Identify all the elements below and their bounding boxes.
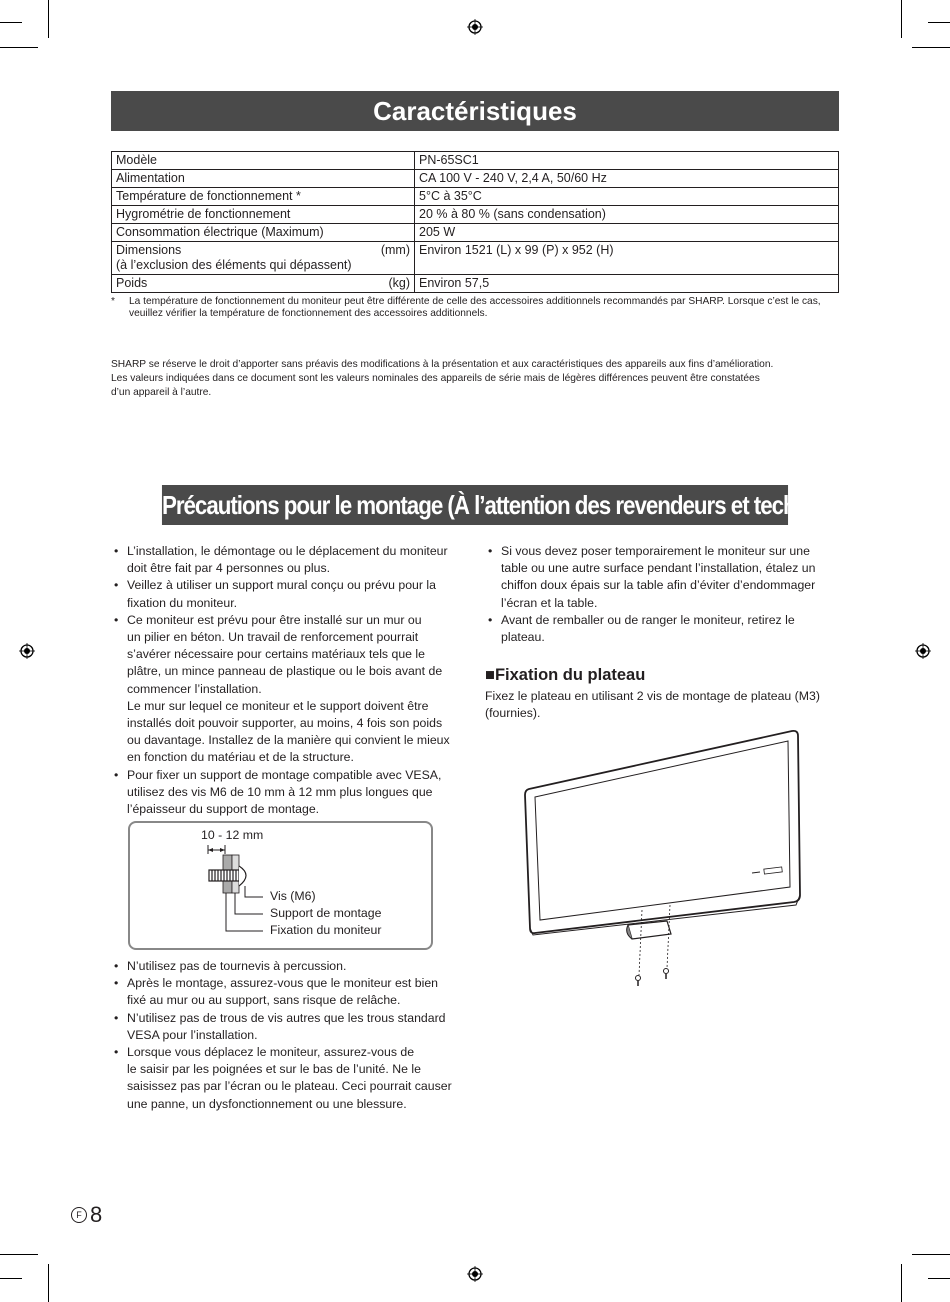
page-number [90, 1202, 102, 1228]
list-item-line: installés doit pouvoir supporter, au moins, 4 fois son poids [127, 716, 443, 731]
spec-label: Température de fonctionnement * [112, 188, 415, 206]
spec-label: Consommation électrique (Maximum) [112, 224, 415, 242]
bullet-icon: • [114, 767, 119, 782]
section-title-caracteristiques: Caractéristiques [111, 91, 839, 131]
list-item [485, 543, 845, 612]
list-item-line: VESA pour l’installation. [127, 1027, 258, 1042]
list-item-line: fixation du moniteur. [127, 595, 238, 610]
list-item-line: utilisez des vis M6 de 10 mm à 12 mm plus longues que [127, 784, 433, 799]
table-row [112, 170, 839, 188]
list-item-line: le saisir par les poignées et sur le bas de l’unité. Ne le [127, 1062, 421, 1077]
list-item-line: Veillez à utiliser un support mural conçu ou prévu pour la [127, 578, 436, 593]
dimension-label: 10 - 12 mm [201, 828, 264, 842]
section-title-precautions: Précautions pour le montage (À l’attention des revendeurs et techniciens SHARP) [162, 485, 788, 525]
list-item [111, 577, 471, 611]
list-item-line: N’utilisez pas de tournevis à percussion. [127, 959, 347, 973]
spec-label: Modèle [112, 152, 415, 170]
list-item-line: saisissez pas par l’écran ou le plateau. Ceci pourrait causer [127, 1079, 452, 1094]
spec-unit: (mm) [380, 243, 410, 257]
notice-line: d’un appareil à l’autre. [111, 387, 212, 398]
list-item-line: table ou une autre surface pendant l’installation, étalez un [501, 561, 816, 576]
list-item-line: L’installation, le démontage ou le déplacement du moniteur [127, 544, 448, 558]
list-item [111, 975, 471, 1009]
bullet-icon: • [114, 578, 119, 593]
crop-mark [48, 0, 49, 38]
label-vis: Vis (M6) [270, 889, 316, 903]
list-item-line: chiffon doux épais sur la table afin d’éviter d’endommager [501, 578, 816, 593]
footnote [111, 296, 839, 319]
bullet-icon: • [114, 959, 119, 973]
spec-label-note: (à l’exclusion des éléments qui dépassent) [116, 258, 352, 272]
footnote-mark: * [111, 296, 115, 307]
table-row [112, 242, 839, 275]
table-row [112, 275, 839, 293]
list-item-line: N’utilisez pas de trous de vis autres que les trous standard [127, 1010, 446, 1025]
crop-mark [912, 1254, 950, 1255]
list-item [111, 1044, 471, 1113]
list-item-line: Si vous devez poser temporairement le moniteur sur une [501, 544, 810, 558]
spec-label-cell [112, 242, 415, 275]
notice [111, 358, 843, 400]
list-item-line: en fonction du matériau et de la structure. [127, 750, 354, 765]
spec-table [111, 151, 839, 293]
list-item [111, 767, 471, 819]
spec-value: Environ 1521 (L) x 99 (P) x 952 (H) [415, 242, 839, 275]
list-item [485, 612, 845, 646]
list-item [111, 1010, 471, 1044]
list-item-line: l’épaisseur du support de montage. [127, 802, 320, 817]
fixation-line: Fixez le plateau en utilisant 2 vis de montage de plateau (M3) [485, 689, 820, 703]
spec-value: Environ 57,5 [415, 275, 839, 293]
crop-mark [0, 47, 38, 48]
crop-mark [928, 1278, 950, 1279]
registration-mark-icon [19, 643, 35, 659]
bullet-icon: • [114, 1045, 119, 1060]
square-bullet-icon: ■ [485, 666, 495, 684]
spec-value: 5°C à 35°C [415, 188, 839, 206]
bullet-icon: • [114, 976, 119, 991]
monitor-illustration [520, 725, 810, 990]
registration-mark-icon [467, 19, 483, 35]
screw-diagram [195, 842, 275, 938]
table-row [112, 152, 839, 170]
fixation-heading-text: Fixation du plateau [494, 666, 646, 684]
spec-label: Dimensions [116, 243, 182, 257]
list-item-line: plateau. [501, 630, 545, 645]
list-item-line: l’écran et la table. [501, 595, 598, 610]
list-item-line: ou davantage. Installez de la manière qui convient le mieux [127, 733, 450, 748]
crop-mark [901, 1264, 902, 1302]
right-bullet-list [485, 543, 845, 646]
list-item-line: commencer l’installation. [127, 681, 262, 696]
list-item [111, 612, 471, 767]
crop-mark [0, 1254, 38, 1255]
notice-line: Les valeurs indiquées dans ce document sont les valeurs nominales des appareils de série mais de légères différences peuvent être constatées [111, 373, 760, 384]
spec-unit: (kg) [388, 276, 410, 290]
spec-label: Poids [116, 276, 148, 290]
page-number-text: 8 [90, 1202, 103, 1227]
list-item [111, 543, 471, 577]
label-fixation: Fixation du moniteur [270, 923, 382, 937]
list-item-line: un pilier en béton. Un travail de renforcement pourrait [127, 630, 419, 645]
label-support: Support de montage [270, 906, 382, 920]
list-item-line: Pour fixer un support de montage compatible avec VESA, [127, 767, 442, 782]
notice-line: SHARP se réserve le droit d’apporter sans préavis des modifications à la présentation et aux caractéristiques des appareils aux fins d’amélioration. [111, 359, 774, 370]
crop-mark [48, 1264, 49, 1302]
left-bullet-list [111, 543, 471, 818]
list-item [111, 958, 471, 975]
crop-mark [912, 47, 950, 48]
list-item-line: fixé au mur ou au support, sans risque de relâche. [127, 993, 401, 1008]
spec-label: Hygrométrie de fonctionnement [112, 206, 415, 224]
bullet-icon: • [114, 612, 119, 627]
list-item-line: Lorsque vous déplacez le moniteur, assurez-vous de [127, 1045, 415, 1060]
list-item-line: Après le montage, assurez-vous que le moniteur est bien [127, 976, 439, 991]
list-item-line: s’avérer nécessaire pour certains matériaux tels que le [127, 647, 426, 662]
spec-value: PN-65SC1 [415, 152, 839, 170]
list-item-line: doit être fait par 4 personnes ou plus. [127, 561, 331, 576]
spec-label-cell [112, 275, 415, 293]
list-item-line: Ce moniteur est prévu pour être installé sur un mur ou [127, 612, 422, 627]
language-mark: F [71, 1207, 87, 1223]
list-item-line: une panne, un dysfonctionnement ou une blessure. [127, 1096, 407, 1111]
fixation-heading [485, 666, 645, 685]
crop-mark [901, 0, 902, 38]
fixation-text [485, 688, 845, 722]
spec-value: 205 W [415, 224, 839, 242]
list-item-line: plâtre, un mince panneau de plastique ou le bois avant de [127, 664, 443, 679]
table-row [112, 206, 839, 224]
crop-mark [0, 1278, 22, 1279]
registration-mark-icon [467, 1266, 483, 1282]
registration-mark-icon [915, 643, 931, 659]
bullet-icon: • [488, 612, 493, 627]
bullet-icon: • [488, 544, 493, 558]
left-bullet-list-2 [111, 958, 471, 1113]
table-row [112, 224, 839, 242]
list-item-line: Avant de remballer ou de ranger le moniteur, retirez le [501, 612, 795, 627]
list-item-line: Le mur sur lequel ce moniteur et le support doivent être [127, 698, 429, 713]
crop-mark [0, 22, 22, 23]
spec-label: Alimentation [112, 170, 415, 188]
spec-value: 20 % à 80 % (sans condensation) [415, 206, 839, 224]
bullet-icon: • [114, 1010, 119, 1025]
spec-value: CA 100 V - 240 V, 2,4 A, 50/60 Hz [415, 170, 839, 188]
fixation-line: (fournies). [485, 706, 541, 720]
bullet-icon: • [114, 544, 119, 558]
table-row [112, 188, 839, 206]
crop-mark [928, 22, 950, 23]
footnote-text: La température de fonctionnement du moniteur peut être différente de celle des accessoires additionnels recommandés par SHARP. Lorsque c’est le cas, veuillez vérifier la température de fonctionnement des accessoires additionnels. [129, 296, 821, 319]
